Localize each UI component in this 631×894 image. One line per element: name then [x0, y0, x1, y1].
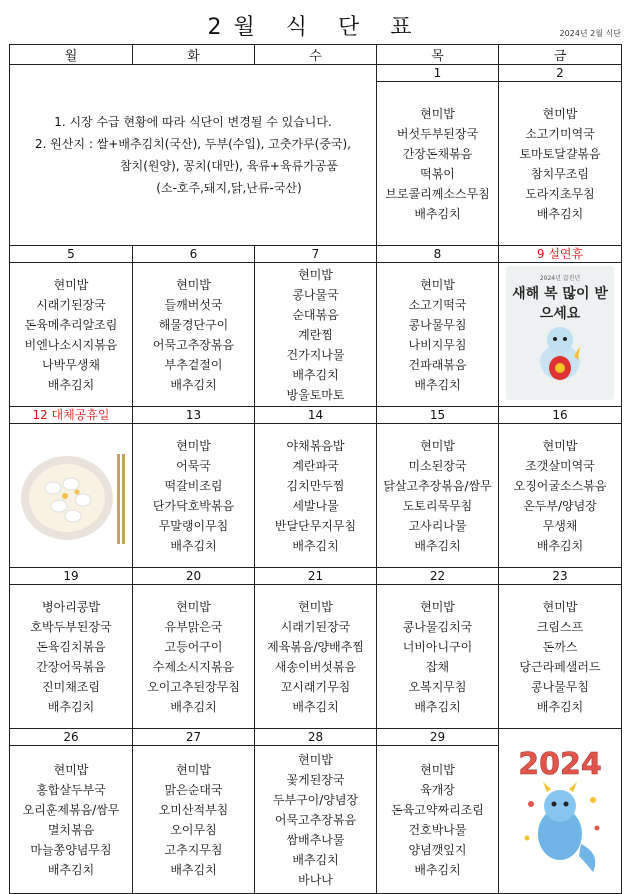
- menu-item: 닭살고추장볶음/쌈무: [383, 478, 492, 493]
- menu-item: 돈육메추리알조림: [24, 317, 118, 332]
- dragon-head-shape: [547, 327, 573, 353]
- menu-item: 고등어구이: [164, 639, 223, 654]
- menu-item: 배추김치: [170, 377, 217, 392]
- day-menu: [377, 424, 499, 568]
- menu-item: 계란찜: [298, 327, 333, 342]
- menu-item: 쌈배추나물: [286, 832, 345, 847]
- day-menu: [133, 424, 255, 568]
- menu-item: 부추겉절이: [164, 357, 223, 372]
- menu-item: 너비아니구이: [402, 639, 473, 654]
- menu-item: 크림스프: [536, 619, 584, 634]
- menu-item: 현미밥: [420, 277, 455, 292]
- menu-item: 배추김치: [536, 699, 584, 714]
- menu-item: 배추김치: [47, 699, 95, 714]
- dragon-eye-shape: [552, 802, 557, 807]
- menu-item: 당근라페샐러드: [519, 659, 601, 674]
- menu-item: 비엔나소시지볶음: [24, 337, 118, 352]
- day-menu: [377, 585, 499, 729]
- menu-item: 떡볶이: [420, 166, 455, 181]
- menu-item: 콩나물국: [292, 287, 339, 302]
- menu-item: 토마토달걀볶음: [519, 146, 601, 161]
- day-number-holiday: 12 대체공휴일: [10, 407, 133, 424]
- menu-item: 현미밥: [420, 599, 455, 614]
- day-menu: [133, 263, 255, 407]
- menu-item: 배추김치: [414, 377, 461, 392]
- day-number: 21: [255, 568, 377, 585]
- day-menu: [133, 585, 255, 729]
- day-number: 26: [10, 729, 133, 746]
- confetti-shape: [525, 836, 530, 841]
- confetti-shape: [590, 797, 596, 803]
- menu-item: 도라지초무침: [525, 186, 595, 201]
- menu-item: 양념깻잎지: [408, 842, 467, 857]
- weekday-mon: 월: [10, 45, 133, 65]
- menu-item: 홍합살두부국: [36, 782, 106, 797]
- card-greeting-text: 새해 복 많이 받으세요: [512, 285, 608, 322]
- menu-item: 마늘쫑양념무침: [30, 842, 112, 857]
- day-number: 20: [133, 568, 255, 585]
- menu-item: 육개장: [420, 782, 455, 797]
- menu-item: 맑은순대국: [164, 782, 223, 797]
- menu-item: 오이무침: [170, 822, 217, 837]
- dragon-head-shape: [544, 790, 576, 822]
- day-menu: [255, 263, 377, 407]
- menu-item: 무생채: [542, 518, 578, 533]
- menu-item: 떡갈비조림: [164, 478, 223, 493]
- menu-item: 세발나물: [292, 498, 339, 513]
- weekday-header-row: [10, 45, 622, 65]
- menu-item: 배추김치: [47, 862, 95, 877]
- menu-item: 잡채: [425, 659, 450, 674]
- day-number: 1: [377, 65, 499, 82]
- menu-item: 건호박나물: [408, 822, 467, 837]
- menu-item: 오미산적부침: [158, 802, 229, 817]
- menu-item: 현미밥: [176, 438, 211, 453]
- menu-item: 꼬시래기무침: [280, 679, 351, 694]
- menu-item: 시래기된장국: [36, 297, 106, 312]
- menu-item: 현미밥: [420, 438, 455, 453]
- menu-item: 진미채조림: [42, 679, 100, 694]
- menu-item: 배추김치: [170, 862, 217, 877]
- menu-item: 콩나물김치국: [402, 619, 473, 634]
- menu-item: 온두부/양념장: [523, 498, 597, 513]
- day-number: 6: [133, 246, 255, 263]
- menu-item: 제육볶음/양배추찜: [267, 639, 364, 654]
- card-year-text: 2024년 갑진년: [539, 274, 581, 282]
- menu-item: 현미밥: [176, 599, 211, 614]
- menu-item: 현미밥: [53, 277, 89, 292]
- dragon-horn-shape: [569, 782, 577, 792]
- menu-item: 나박무생채: [42, 357, 100, 372]
- rice-cake-shape: [51, 500, 67, 512]
- rice-cake-shape: [65, 510, 81, 522]
- dragon-tail-shape: [579, 844, 595, 872]
- chopstick-shape: [117, 454, 120, 544]
- menu-item: 배추김치: [47, 377, 95, 392]
- notice-line: (소-호주,돼지,닭,난류-국산): [156, 181, 302, 195]
- confetti-shape: [595, 826, 600, 831]
- menu-item: 배추김치: [170, 699, 217, 714]
- day-number: 16: [499, 407, 622, 424]
- menu-item: 배추김치: [414, 206, 461, 221]
- menu-item: 시래기된장국: [280, 619, 351, 634]
- menu-item: 현미밥: [542, 106, 578, 121]
- menu-item: 돈까스: [542, 639, 578, 654]
- menu-item: 조갯살미역국: [525, 458, 595, 473]
- menu-item: 소고기떡국: [408, 297, 467, 312]
- weekday-wed: 수: [255, 45, 377, 65]
- day-menu: [133, 746, 255, 894]
- menu-item: 배추김치: [292, 699, 339, 714]
- dragon-eye-shape: [553, 337, 557, 341]
- menu-item: 새송이버섯볶음: [274, 659, 357, 674]
- day-number: 2: [499, 65, 622, 82]
- menu-item: 오복지무침: [408, 679, 467, 694]
- day-number: 5: [10, 246, 133, 263]
- day-number: 29: [377, 729, 499, 746]
- rice-cake-shape: [45, 482, 61, 494]
- page-title: 2월 식 단 표: [207, 15, 424, 40]
- dragon-2024-illustration: [501, 734, 619, 884]
- menu-item: 미소된장국: [408, 458, 467, 473]
- menu-item: 무말랭이무침: [158, 518, 229, 533]
- menu-item: 방울토마토: [286, 387, 345, 402]
- notice-line: 2. 원산지 : 쌀+배추김치(국산), 두부(수입), 고춧가루(중국),: [35, 137, 351, 151]
- menu-item: 건파래볶음: [408, 357, 467, 372]
- menu-item: 해물경단구이: [158, 317, 229, 332]
- menu-item: 배추김치: [292, 538, 339, 553]
- rice-cake-soup-illustration: [13, 434, 129, 554]
- menu-item: 배추김치: [292, 367, 339, 382]
- menu-item: 배추김치: [292, 852, 339, 867]
- menu-item: 현미밥: [542, 599, 578, 614]
- menu-item: 오리훈제볶음/쌈무: [22, 802, 120, 817]
- day-number: 23: [499, 568, 622, 585]
- menu-item: 계란파국: [292, 458, 339, 473]
- day-menu: [499, 585, 622, 729]
- menu-item: 야채볶음밥: [286, 438, 345, 453]
- menu-item: 나비지무침: [408, 337, 467, 352]
- menu-item: 현미밥: [542, 438, 578, 453]
- menu-item: 현미밥: [298, 752, 333, 767]
- menu-item: 돈육김치볶음: [36, 639, 106, 654]
- day-menu: [499, 424, 622, 568]
- menu-item: 소고기미역국: [525, 126, 595, 141]
- day-menu: [255, 585, 377, 729]
- menu-item: 배추김치: [414, 538, 461, 553]
- year-2024-image: [499, 729, 622, 894]
- weekday-thu: 목: [377, 45, 499, 65]
- menu-item: 바나나: [298, 872, 333, 887]
- menu-item: 현미밥: [53, 762, 89, 777]
- menu-item: 오징어굴소스볶음: [513, 478, 607, 493]
- menu-item: 어묵국: [176, 458, 211, 473]
- menu-item: 호박두부된장국: [30, 619, 112, 634]
- weekday-fri: 금: [499, 45, 622, 65]
- menu-item: 어묵고추장볶음: [274, 812, 357, 827]
- menu-item: 병아리콩밥: [42, 599, 100, 614]
- menu-item: 현미밥: [176, 277, 211, 292]
- day-menu: [10, 746, 133, 894]
- menu-item: 브로콜리께소스무침: [385, 186, 490, 201]
- day-number: 7: [255, 246, 377, 263]
- dragon-horn-shape: [543, 782, 551, 792]
- menu-item: 현미밥: [420, 106, 455, 121]
- day-menu: [255, 424, 377, 568]
- day-menu: [377, 263, 499, 407]
- dragon-eye-shape: [563, 337, 567, 341]
- egg-garnish-shape: [75, 489, 80, 494]
- menu-item: 수제소시지볶음: [152, 659, 235, 674]
- tteokguk-image: [10, 424, 133, 568]
- rice-cake-shape: [75, 494, 91, 506]
- menu-item: 버섯두부된장국: [396, 126, 479, 141]
- menu-item: 단가닥호박볶음: [152, 498, 235, 513]
- menu-item: 두부구이/양념장: [272, 792, 359, 807]
- menu-item: 간장어묵볶음: [36, 659, 106, 674]
- menu-item: 김치만두찜: [286, 478, 345, 493]
- menu-item: 현미밥: [298, 267, 333, 282]
- year-2024-text: 2024: [518, 747, 602, 782]
- notice-line: 1. 시장 수급 현황에 따라 식단이 변경될 수 있습니다.: [54, 115, 332, 129]
- day-number: 27: [133, 729, 255, 746]
- menu-item: 오이고추된장무침: [147, 679, 240, 694]
- day-number: 28: [255, 729, 377, 746]
- menu-item: 콩나물무침: [531, 679, 589, 694]
- day-number: 14: [255, 407, 377, 424]
- menu-item: 들깨버섯국: [164, 297, 223, 312]
- day-number: 8: [377, 246, 499, 263]
- new-year-greeting-image: [499, 263, 622, 407]
- weekday-tue: 화: [133, 45, 255, 65]
- menu-item: 반달단무지무침: [274, 518, 357, 533]
- menu-item: 돈육고약짜리조림: [391, 802, 484, 817]
- menu-item: 순대볶음: [292, 307, 339, 322]
- day-menu: [255, 746, 377, 894]
- lucky-bag-coin-shape: [555, 363, 565, 373]
- menu-item: 배추김치: [170, 538, 217, 553]
- menu-item: 배추김치: [414, 699, 461, 714]
- dragon-eye-shape: [564, 802, 569, 807]
- day-number: 22: [377, 568, 499, 585]
- menu-item: 어묵고추장볶음: [152, 337, 235, 352]
- menu-item: 간장돈채볶음: [402, 146, 473, 161]
- day-number: 13: [133, 407, 255, 424]
- menu-item: 배추김치: [536, 206, 584, 221]
- menu-item: 건가지나물: [286, 347, 345, 362]
- menu-item: 꽃게된장국: [286, 772, 345, 787]
- notice-line: 참치(원양), 꽁치(대만), 육류+육류가공품: [120, 159, 338, 173]
- day-number-holiday: 9 설연휴: [499, 246, 622, 263]
- page-subtitle: 2024년 2월 식단: [559, 29, 621, 38]
- menu-item: 현미밥: [176, 762, 211, 777]
- menu-item: 콩나물무침: [408, 317, 467, 332]
- menu-item: 현미밥: [420, 762, 455, 777]
- menu-item: 유부맑은국: [164, 619, 223, 634]
- chopstick-shape: [122, 454, 125, 544]
- notice-box: [10, 65, 377, 246]
- menu-item: 고사리나물: [408, 518, 467, 533]
- menu-item: 고추지무침: [164, 842, 223, 857]
- egg-garnish-shape: [62, 493, 68, 499]
- menu-item: 배추김치: [414, 862, 461, 877]
- day-menu: [10, 585, 133, 729]
- rice-cake-shape: [63, 478, 79, 490]
- menu-calendar: [9, 44, 622, 894]
- new-year-card-illustration: [504, 264, 616, 402]
- menu-item: 배추김치: [536, 538, 584, 553]
- day-menu: [377, 82, 499, 246]
- day-menu: [499, 82, 622, 246]
- menu-item: 도토리묵무침: [402, 498, 473, 513]
- menu-item: 멸치볶음: [47, 822, 95, 837]
- day-menu: [377, 746, 499, 894]
- day-number: 19: [10, 568, 133, 585]
- day-number: 15: [377, 407, 499, 424]
- day-menu: [10, 263, 133, 407]
- confetti-shape: [528, 801, 534, 807]
- menu-item: 참치무조림: [531, 166, 589, 181]
- menu-item: 현미밥: [298, 599, 333, 614]
